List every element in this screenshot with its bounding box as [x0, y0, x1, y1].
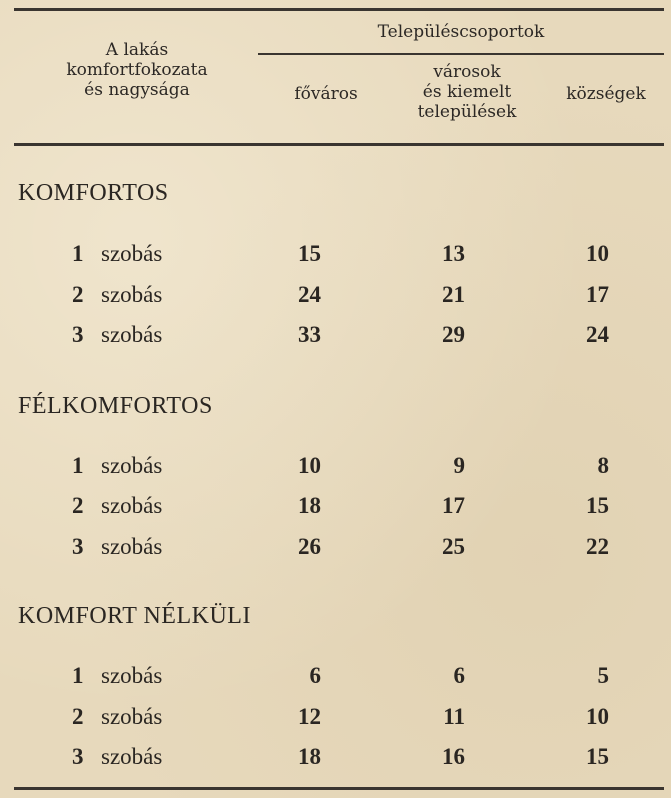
value-fovaros: 15 [298, 241, 321, 266]
room-unit: szobás [101, 744, 163, 769]
value-kozsegek: 24 [586, 322, 609, 347]
value-fovaros: 18 [298, 493, 321, 518]
section-title: FÉLKOMFORTOS [18, 393, 213, 419]
value-kozsegek: 8 [597, 453, 609, 478]
value-varosok: 11 [443, 704, 465, 729]
value-varosok: 17 [442, 493, 465, 518]
room-count: 3 [72, 322, 84, 347]
value-varosok: 21 [442, 282, 465, 307]
column-header-line: városok [433, 62, 501, 82]
header-bottom-rule [14, 143, 664, 146]
room-count: 2 [72, 493, 84, 518]
value-fovaros: 6 [309, 663, 321, 688]
column-header-line: települések [417, 102, 517, 122]
table-row [0, 744, 671, 772]
room-unit: szobás [101, 322, 163, 347]
room-unit: szobás [101, 663, 163, 688]
room-count: 1 [72, 663, 84, 688]
room-unit: szobás [101, 534, 163, 559]
table-row [0, 453, 671, 481]
table-row [0, 663, 671, 691]
column-group-header: Településcsoportok [377, 22, 545, 42]
section-title: KOMFORTOS [18, 180, 169, 206]
column-header-line: községek [566, 84, 646, 104]
table-row [0, 534, 671, 562]
table-row [0, 241, 671, 269]
table-bottom-rule [14, 787, 664, 790]
room-unit: szobás [101, 453, 163, 478]
row-header-line: és nagysága [84, 80, 190, 100]
value-fovaros: 24 [298, 282, 321, 307]
column-header-kozsegek [546, 84, 666, 104]
row-header [20, 40, 254, 100]
room-count: 2 [72, 704, 84, 729]
value-varosok: 13 [442, 241, 465, 266]
value-varosok: 29 [442, 322, 465, 347]
value-fovaros: 12 [298, 704, 321, 729]
value-kozsegek: 10 [586, 241, 609, 266]
value-fovaros: 10 [298, 453, 321, 478]
room-unit: szobás [101, 493, 163, 518]
room-count: 2 [72, 282, 84, 307]
value-varosok: 9 [453, 453, 465, 478]
column-header-line: főváros [294, 84, 358, 104]
value-kozsegek: 10 [586, 704, 609, 729]
value-fovaros: 26 [298, 534, 321, 559]
column-group-rule [258, 53, 664, 55]
section-title: KOMFORT NÉLKÜLI [18, 603, 251, 629]
column-header-fovaros [270, 84, 382, 104]
table-row [0, 704, 671, 732]
value-fovaros: 33 [298, 322, 321, 347]
room-unit: szobás [101, 241, 163, 266]
column-header-varosok [390, 62, 544, 122]
value-varosok: 16 [442, 744, 465, 769]
room-count: 3 [72, 534, 84, 559]
value-kozsegek: 15 [586, 744, 609, 769]
row-header-line: A lakás [105, 40, 169, 60]
value-kozsegek: 5 [597, 663, 609, 688]
value-varosok: 25 [442, 534, 465, 559]
value-varosok: 6 [453, 663, 465, 688]
table-row [0, 282, 671, 310]
value-kozsegek: 17 [586, 282, 609, 307]
table-top-rule [14, 8, 664, 11]
room-unit: szobás [101, 704, 163, 729]
room-count: 3 [72, 744, 84, 769]
value-kozsegek: 15 [586, 493, 609, 518]
table-row [0, 493, 671, 521]
room-unit: szobás [101, 282, 163, 307]
value-kozsegek: 22 [586, 534, 609, 559]
column-header-line: és kiemelt [422, 82, 512, 102]
room-count: 1 [72, 241, 84, 266]
room-count: 1 [72, 453, 84, 478]
table-row [0, 322, 671, 350]
value-fovaros: 18 [298, 744, 321, 769]
row-header-line: komfortfokozata [66, 60, 208, 80]
